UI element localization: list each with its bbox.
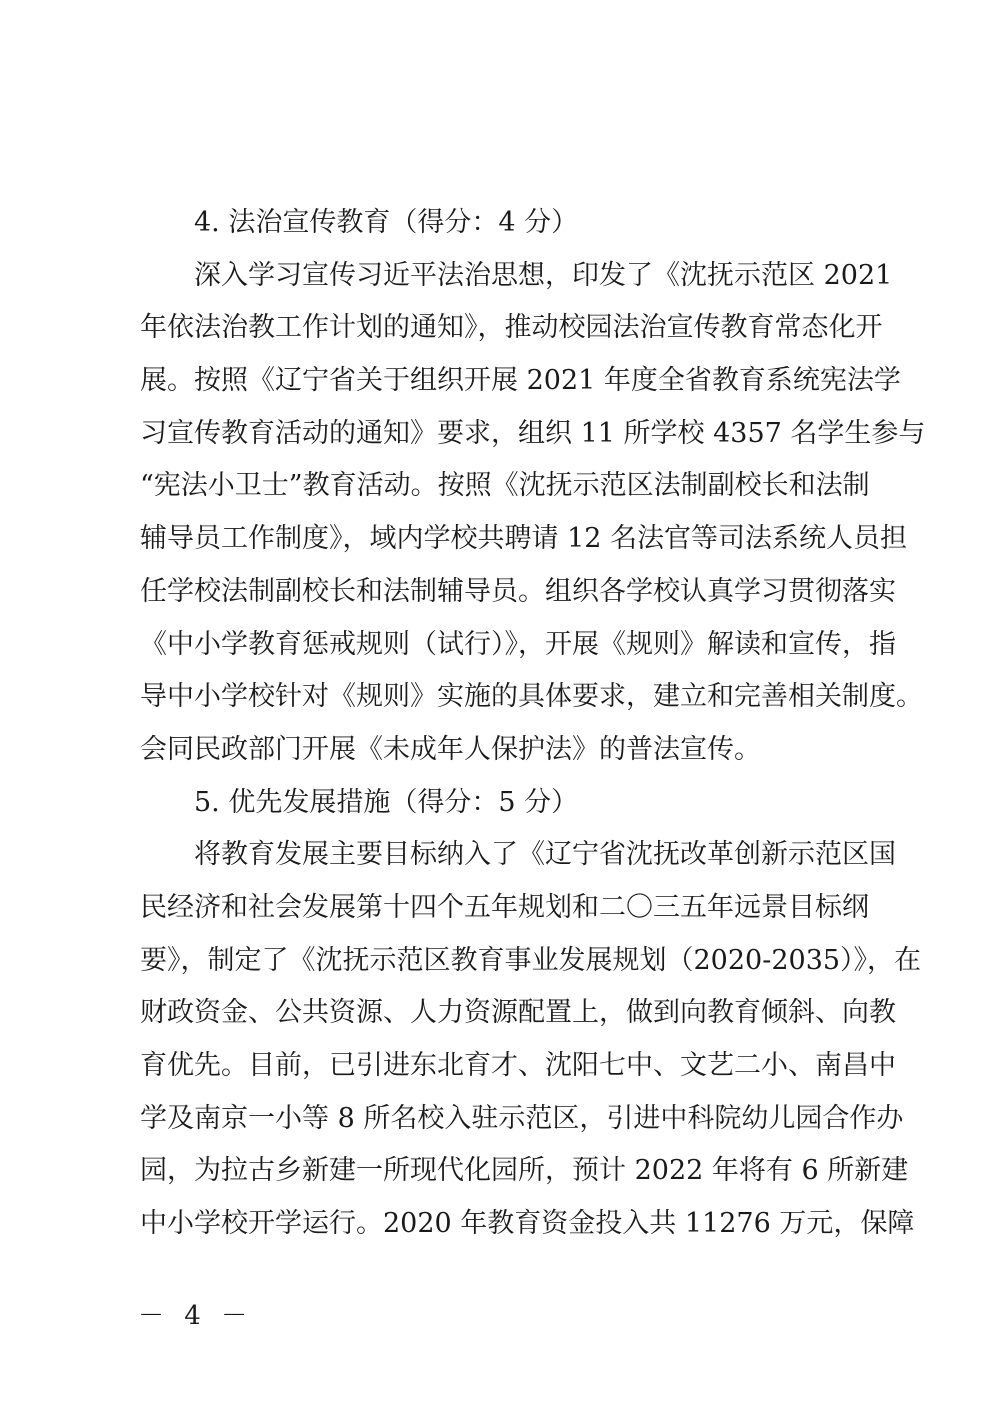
page-number: － 4 － — [138, 1301, 254, 1331]
paragraph-line: 深入学习宣传习近平法治思想，印发了《沈抚示范区 2021 — [194, 259, 893, 291]
paragraph-line: 年依法治教工作计划的通知》，推动校园法治宣传教育常态化开 — [140, 312, 883, 344]
body-text — [140, 197, 926, 1251]
paragraph-line: 展。按照《辽宁省关于组织开展 2021 年度全省教育系统宪法学 — [140, 365, 901, 397]
section-heading: 5. 优先发展措施（得分：5 分） — [194, 786, 579, 818]
paragraph-line: 学及南京一小等 8 所名校入驻示范区，引进中科院幼儿园合作办 — [140, 1102, 904, 1134]
paragraph-line: 《中小学教育惩戒规则（试行）》，开展《规则》解读和宣传，指 — [140, 628, 896, 660]
paragraph-line: 中小学校开学运行。2020 年教育资金投入共 11276 万元，保障 — [140, 1208, 915, 1240]
paragraph-line: 园，为拉古乡新建一所现代化园所，预计 2022 年将有 6 所新建 — [140, 1155, 909, 1187]
paragraph-line: 习宣传教育活动的通知》要求，组织 11 所学校 4357 名学生参与 — [140, 417, 926, 449]
paragraph-line: 会同民政部门开展《未成年人保护法》的普法宣传。 — [140, 733, 761, 765]
paragraph-line: 要》，制定了《沈抚示范区教育事业发展规划（2020-2035）》，在 — [140, 944, 922, 976]
paragraph-line: 将教育发展主要目标纳入了《辽宁省沈抚改革创新示范区国 — [194, 839, 896, 871]
paragraph-line: 民经济和社会发展第十四个五年规划和二〇三五年远景目标纲 — [140, 891, 869, 923]
paragraph-line: 导中小学校针对《规则》实施的具体要求，建立和完善相关制度。 — [140, 681, 923, 713]
paragraph-line: 育优先。目前，已引进东北育才、沈阳七中、文艺二小、南昌中 — [140, 1050, 896, 1081]
paragraph-line: 辅导员工作制度》，域内学校共聘请 12 名法官等司法系统人员担 — [140, 523, 908, 555]
paragraph-line: 财政资金、公共资源、人力资源配置上，做到向教育倾斜、向教 — [140, 997, 896, 1029]
section-heading: 4. 法治宣传教育（得分：4 分） — [194, 207, 579, 238]
paragraph-line: 任学校法制副校长和法制辅导员。组织各学校认真学习贯彻落实 — [140, 575, 896, 607]
paragraph-line: “宪法小卫士”教育活动。按照《沈抚示范区法制副校长和法制 — [140, 470, 870, 502]
